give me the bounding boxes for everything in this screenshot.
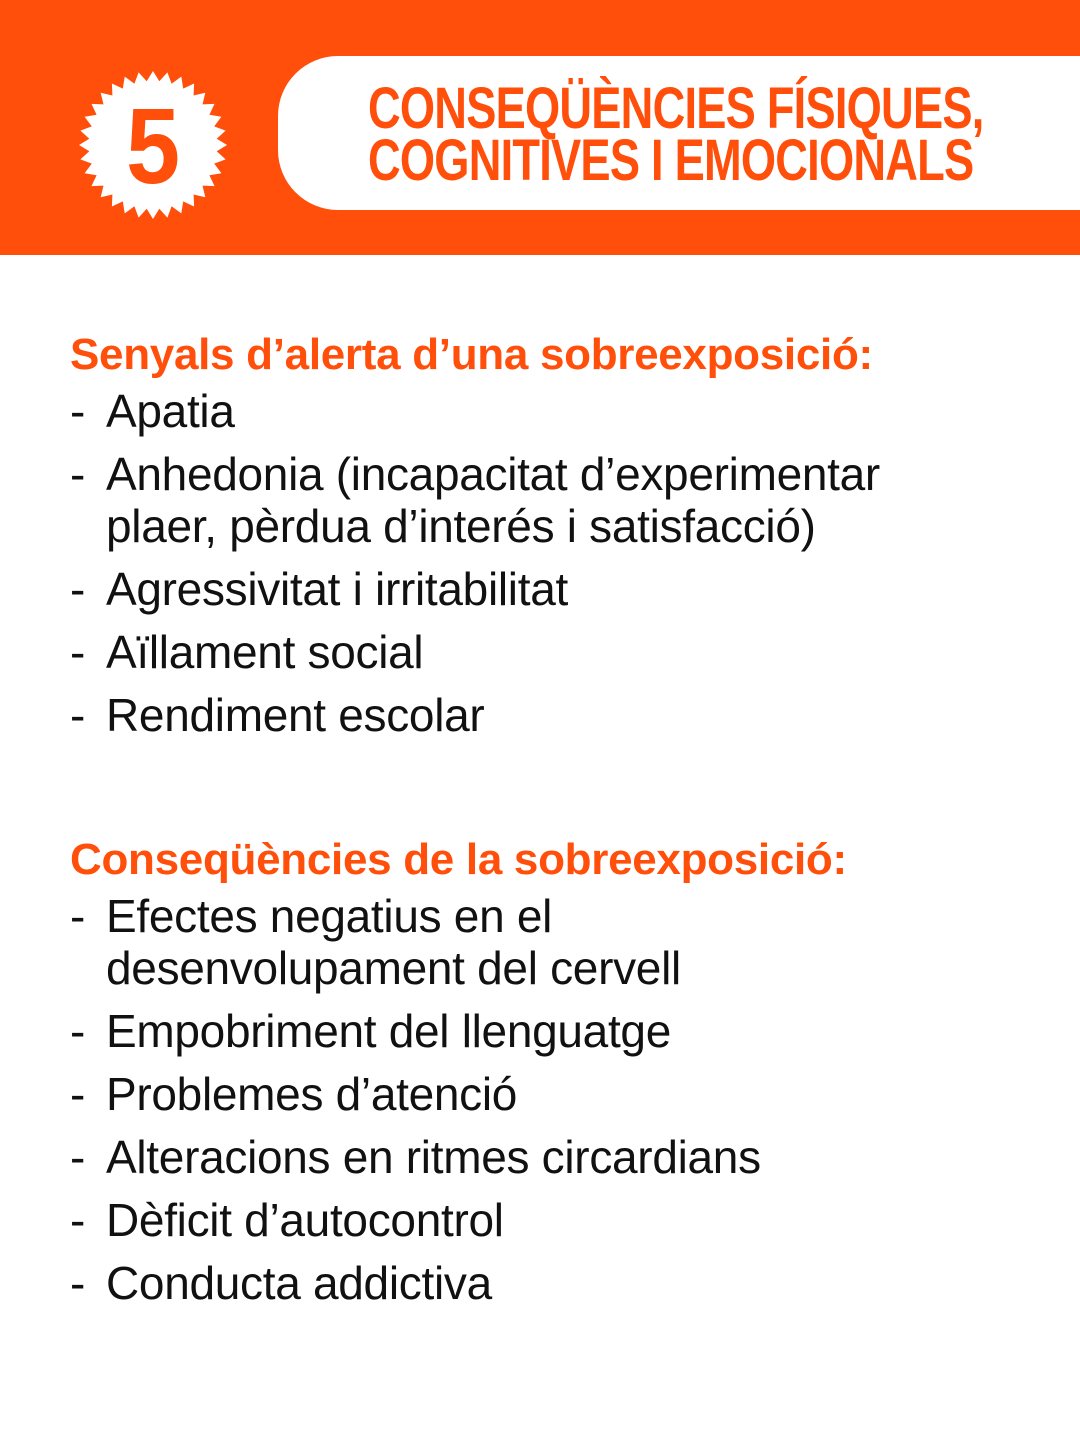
list-item <box>70 448 1050 552</box>
list-item-text: Rendiment escolar <box>106 689 485 741</box>
list-item <box>70 1194 1050 1246</box>
page-title-line-1: CONSEQÜÈNCIES FÍSIQUES, <box>368 76 984 141</box>
bullet-dash: - <box>70 448 86 500</box>
bullet-dash: - <box>70 1131 86 1183</box>
list-item <box>70 563 1050 615</box>
list-item-text: plaer, pèrdua d’interés i satisfacció) <box>106 500 816 552</box>
title-box <box>278 56 1080 210</box>
list-item <box>70 1005 1050 1057</box>
list-item-text: Dèficit d’autocontrol <box>106 1194 504 1246</box>
header-banner <box>0 0 1080 255</box>
bullet-dash: - <box>70 563 86 615</box>
list-item-text: Problemes d’atenció <box>106 1068 518 1120</box>
list-item-text: Efectes negatius en el <box>106 890 553 942</box>
list-item <box>70 385 1050 437</box>
list-item <box>70 1131 1050 1183</box>
badge <box>68 70 238 220</box>
page-title-line-2: COGNITIVES I EMOCIONALS <box>368 128 974 193</box>
list-item <box>70 626 1050 678</box>
bullet-dash: - <box>70 689 86 741</box>
badge-number: 5 <box>125 84 181 206</box>
warning-signs-section <box>70 325 1050 752</box>
bullet-dash: - <box>70 1068 86 1120</box>
warning-signs-heading: Senyals d’alerta d’una sobreexposició: <box>70 330 873 379</box>
list-item <box>70 890 1050 994</box>
list-item-text: Anhedonia (incapacitat d’experimentar <box>106 448 880 500</box>
bullet-dash: - <box>70 626 86 678</box>
list-item-text: Aïllament social <box>106 626 424 678</box>
list-item <box>70 689 1050 741</box>
bullet-dash: - <box>70 890 86 942</box>
list-item-text: Conducta addictiva <box>106 1257 492 1309</box>
consequences-list <box>70 890 1050 1309</box>
list-item-text: Apatia <box>106 385 235 437</box>
page-title <box>368 76 984 193</box>
bullet-dash: - <box>70 1194 86 1246</box>
list-item-text: Agressivitat i irritabilitat <box>106 563 568 615</box>
list-item <box>70 1068 1050 1120</box>
list-item-text: Empobriment del llenguatge <box>106 1005 671 1057</box>
bullet-dash: - <box>70 385 86 437</box>
consequences-section <box>70 830 1050 1320</box>
consequences-heading: Conseqüències de la sobreexposició: <box>70 835 847 884</box>
list-item <box>70 1257 1050 1309</box>
bullet-dash: - <box>70 1257 86 1309</box>
list-item-text: desenvolupament del cervell <box>106 942 681 994</box>
list-item-text: Alteracions en ritmes circardians <box>106 1131 761 1183</box>
bullet-dash: - <box>70 1005 86 1057</box>
warning-signs-list <box>70 385 1050 741</box>
